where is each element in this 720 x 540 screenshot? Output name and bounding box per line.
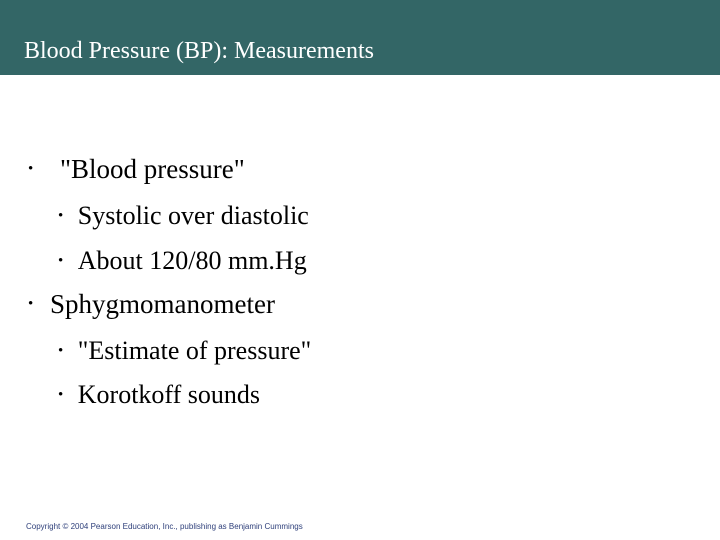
bullet-icon: • (58, 207, 64, 224)
bullet-item-sphygmomanometer (28, 287, 275, 320)
bullet-icon: • (28, 161, 34, 178)
bullet-item-about-120-80 (58, 244, 307, 276)
copyright-footer: Copyright © 2004 Pearson Education, Inc., publishing as Benjamin Cummings (26, 522, 303, 531)
bullet-text: Sphygmomanometer (50, 289, 275, 320)
bullet-item-estimate-of-pressure (58, 334, 311, 366)
bullet-icon: • (58, 386, 64, 403)
bullet-text: About 120/80 mm.Hg (77, 246, 307, 276)
bullet-icon: • (58, 342, 64, 359)
bullet-item-systolic (58, 199, 309, 231)
bullet-icon: • (58, 252, 64, 269)
bullet-text: Systolic over diastolic (77, 201, 309, 231)
bullet-item-blood-pressure (28, 152, 245, 185)
bullet-icon: • (28, 296, 34, 313)
bullet-text: Korotkoff sounds (77, 380, 261, 410)
bullet-text: "Blood pressure" (60, 154, 245, 185)
slide-title: Blood Pressure (BP): Measurements (24, 38, 374, 64)
title-bar (0, 0, 720, 75)
bullet-text: "Estimate of pressure" (77, 336, 312, 366)
bullet-item-korotkoff-sounds (58, 378, 260, 410)
